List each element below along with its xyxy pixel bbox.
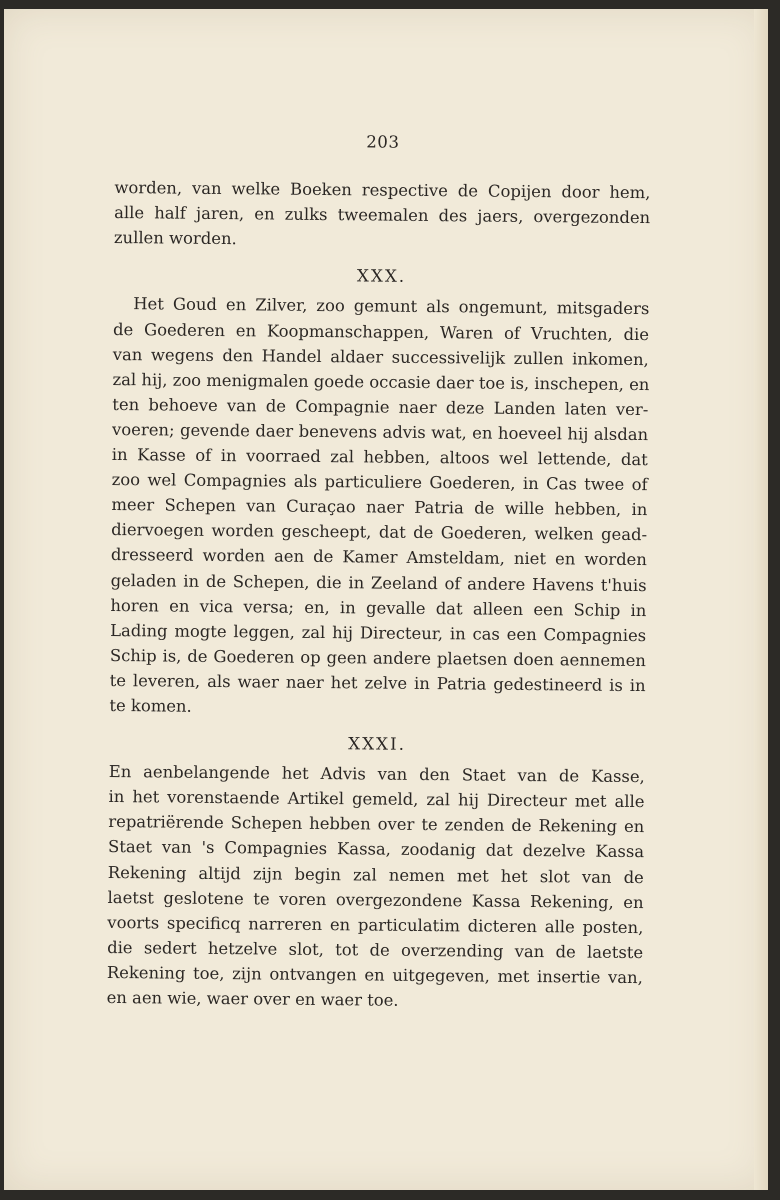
section-xxx-line: diervoegen worden gescheept, dat de Goederen, welken gead- — [111, 520, 648, 545]
section-xxx-line: meer Schepen van Curaçao naer Patria de wille hebben, in — [111, 495, 648, 520]
section-heading-xxxi: XXXI. — [348, 733, 407, 754]
intro-line: zullen worden. — [113, 228, 237, 249]
intro-line: worden, van welke Boeken respective de Copijen door hem, — [114, 178, 651, 203]
section-xxx-line: voeren; gevende daer benevens advis wat, en hoeveel hij alsdan — [112, 419, 649, 445]
section-xxxi-paragraph — [107, 759, 645, 1015]
section-xxx-line: Lading mogte leggen, zal hij Directeur, in cas een Compagnies — [110, 620, 647, 645]
section-xxx-line: in Kasse of in voorraed zal hebben, altoos wel lettende, dat — [111, 445, 648, 470]
page-text — [107, 127, 651, 1015]
section-xxxi-line: in het vorenstaende Artikel gemeld, zal hij Directeur met alle — [108, 787, 645, 812]
section-xxxi-line: en aen wie, waer over en waer toe. — [106, 987, 399, 1010]
section-xxxi-line: En aenbelangende het Advis van den Staet van de Kasse, — [108, 762, 645, 787]
section-xxxi-line: die sedert hetzelve slot, tot de overzending van de laetste — [107, 937, 644, 962]
section-xxxi-line: Rekening toe, zijn ontvangen en uitgegeven, met insertie van, — [106, 962, 643, 988]
section-xxxi-line: voorts specificq narreren en particulatim dicteren alle posten, — [107, 912, 644, 937]
page-edge — [754, 9, 768, 1190]
book-page — [4, 9, 768, 1190]
section-xxx-line: zoo wel Compagnies als particuliere Goederen, in Cas twee of — [111, 470, 648, 495]
section-xxx-line: Schip is, de Goederen op geen andere plaetsen doen aennemen — [109, 645, 646, 670]
page-number: 203 — [366, 132, 400, 152]
section-heading-xxx: XXX. — [356, 265, 407, 287]
intro-paragraph — [114, 175, 651, 255]
section-xxx-line: de Goederen en Koopmanschappen, Waren of Vruchten, die — [112, 319, 650, 344]
section-xxx-line: zal hij, zoo menigmalen goede occasie daer toe is, inschepen, en — [112, 369, 650, 394]
section-xxx-line: horen en vica versa; en, in gevalle dat alleen een Schip in — [110, 595, 647, 620]
section-xxx-line: van wegens den Handel aldaer successivelijk zullen inkomen, — [112, 344, 649, 369]
section-xxxi-line: laetst geslotene te voren overgezondene Kassa Rekening, en — [107, 887, 644, 912]
section-xxx-line: te leveren, als waer naer het zelve in Patria gedestineerd is in — [109, 670, 646, 695]
section-xxx-line: dresseerd worden aen de Kamer Amsteldam, niet en worden — [110, 545, 647, 570]
intro-line: alle half jaren, en zulks tweemalen des jaers, overgezonden — [114, 203, 651, 228]
section-xxx-line: geladen in de Schepen, die in Zeeland of andere Havens t'huis — [110, 570, 647, 595]
section-xxx-line: Het Goud en Zilver, zoo gemunt als ongemunt, mitsgaders — [133, 294, 650, 319]
section-xxxi-line: repatriërende Schepen hebben over te zenden de Rekening en — [108, 812, 645, 837]
section-xxxi-line: Staet van 's Compagnies Kassa, zoodanig dat dezelve Kassa — [107, 837, 645, 862]
section-xxxi-line: Rekening altijd zijn begin zal nemen met het slot van de — [107, 862, 644, 887]
section-xxx-line: ten behoeve van de Compagnie naer deze Landen laten ver- — [112, 394, 649, 419]
section-xxx-paragraph — [109, 291, 649, 723]
section-xxx-line: te komen. — [109, 695, 192, 716]
